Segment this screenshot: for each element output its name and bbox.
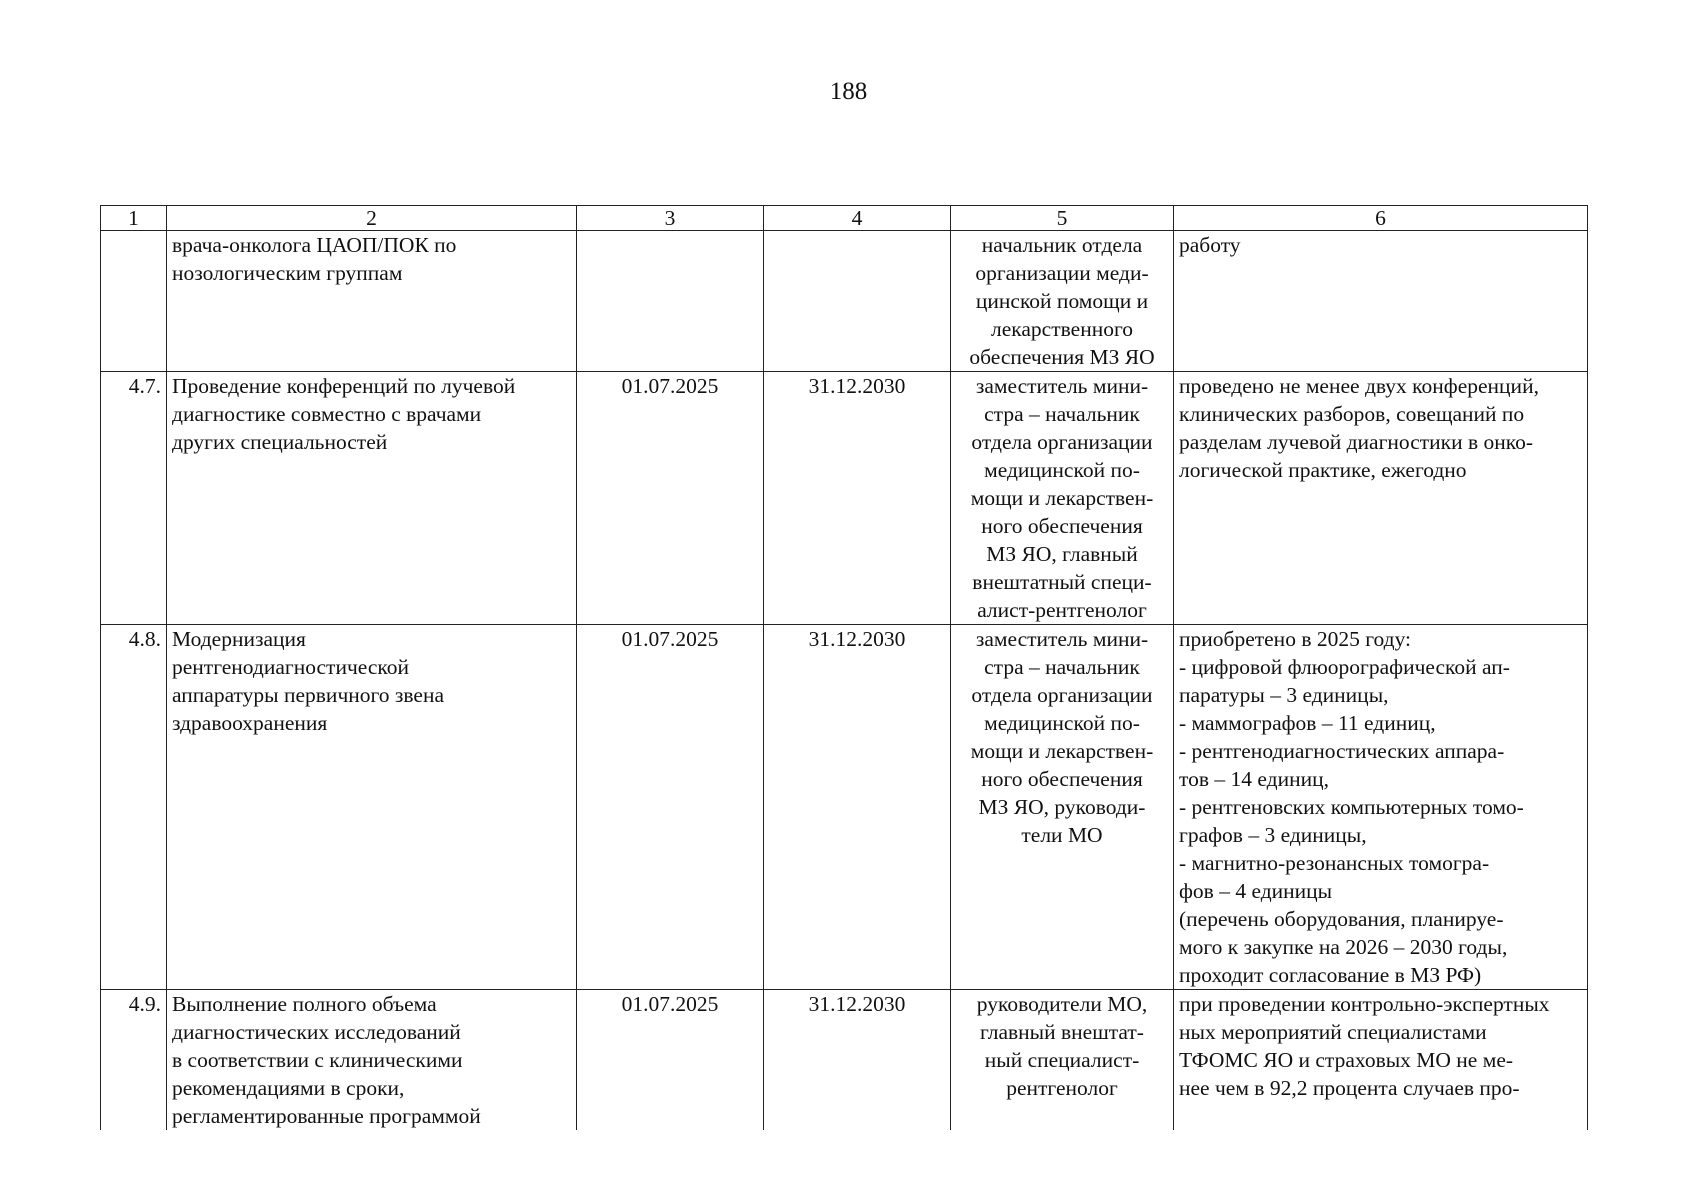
result-line: тов – 14 единиц, <box>1179 767 1329 791</box>
activity-line: рекомендациями в сроки, <box>172 1076 405 1100</box>
result-line: работу <box>1179 233 1241 257</box>
result-line: нее чем в 92,2 процента случаев про- <box>1179 1076 1520 1100</box>
result-line: - рентгенодиагностических аппара- <box>1179 739 1505 763</box>
column-header: 2 <box>167 206 577 231</box>
activity-cell <box>167 231 577 372</box>
activity-cell <box>167 625 577 990</box>
end-date: 31.12.2030 <box>764 990 951 1131</box>
activity-line: Выполнение полного объема <box>172 992 437 1016</box>
column-header: 4 <box>764 206 951 231</box>
activity-line: регламентированные программой <box>172 1104 481 1128</box>
result-line: разделам лучевой диагностики в онко- <box>1179 430 1534 454</box>
end-date <box>764 231 951 372</box>
responsible-line: МЗ ЯО, главный <box>986 542 1138 566</box>
activity-line: Модернизация <box>172 627 306 651</box>
table-row <box>101 372 1588 625</box>
column-header: 3 <box>577 206 764 231</box>
responsible-line: стра – начальник <box>984 655 1140 679</box>
activity-line: рентгенодиагностической <box>172 655 409 679</box>
activity-line: аппаратуры первичного звена <box>172 683 445 707</box>
activity-line: диагностике совместно с врачами <box>172 402 482 426</box>
table-row <box>101 625 1588 990</box>
result-line: фов – 4 единицы <box>1179 879 1333 903</box>
activity-line: Проведение конференций по лучевой <box>172 374 516 398</box>
responsible-cell <box>951 990 1174 1131</box>
responsible-line: ный специалист- <box>984 1048 1140 1072</box>
row-number <box>101 231 167 372</box>
responsible-line: заместитель мини- <box>975 374 1149 398</box>
responsible-line: главный внештат- <box>980 1020 1144 1044</box>
responsible-line: цинской помощи и <box>975 289 1149 313</box>
result-line: ТФОМС ЯО и страховых МО не ме- <box>1179 1048 1514 1072</box>
responsible-line: медицинской по- <box>984 458 1140 482</box>
responsible-line: начальник отдела <box>981 233 1143 257</box>
result-line: проведено не менее двух конференций, <box>1179 374 1539 398</box>
activity-line: других специальностей <box>172 430 388 454</box>
responsible-line: руководители МО, <box>976 992 1148 1016</box>
plan-table <box>100 205 1588 1130</box>
responsible-cell <box>951 625 1174 990</box>
start-date: 01.07.2025 <box>577 625 764 990</box>
result-cell <box>1174 372 1588 625</box>
start-date: 01.07.2025 <box>577 372 764 625</box>
activity-line: диагностических исследований <box>172 1020 461 1044</box>
column-header: 5 <box>951 206 1174 231</box>
responsible-line: мощи и лекарствен- <box>970 486 1154 510</box>
result-cell <box>1174 625 1588 990</box>
responsible-line: медицинской по- <box>984 711 1140 735</box>
column-header: 6 <box>1174 206 1588 231</box>
responsible-line: мощи и лекарствен- <box>970 739 1154 763</box>
responsible-line: обеспечения МЗ ЯО <box>969 345 1155 369</box>
column-header: 1 <box>101 206 167 231</box>
result-line: (перечень оборудования, планируе- <box>1179 907 1504 931</box>
table-row <box>101 990 1588 1131</box>
table-row <box>101 231 1588 372</box>
result-line: логической практике, ежегодно <box>1179 458 1467 482</box>
responsible-line: алист-рентгенолог <box>977 598 1147 622</box>
activity-line: нозологическим группам <box>172 261 403 285</box>
responsible-cell <box>951 231 1174 372</box>
responsible-line: организации меди- <box>975 261 1149 285</box>
responsible-line: отдела организации <box>971 430 1153 454</box>
start-date <box>577 231 764 372</box>
responsible-line: рентгенолог <box>1006 1076 1118 1100</box>
activity-line: здравоохранения <box>172 711 328 735</box>
end-date: 31.12.2030 <box>764 372 951 625</box>
responsible-line: внештатный специ- <box>972 570 1152 594</box>
row-number: 4.7. <box>101 372 167 625</box>
responsible-line: отдела организации <box>971 683 1153 707</box>
responsible-line: заместитель мини- <box>975 627 1149 651</box>
responsible-line: тели МО <box>1021 823 1103 847</box>
responsible-line: стра – начальник <box>984 402 1140 426</box>
end-date: 31.12.2030 <box>764 625 951 990</box>
responsible-cell <box>951 372 1174 625</box>
result-cell <box>1174 231 1588 372</box>
result-line: - рентгеновских компьютерных томо- <box>1179 795 1524 819</box>
result-cell <box>1174 990 1588 1131</box>
result-line: клинических разборов, совещаний по <box>1179 402 1525 426</box>
result-line: паратуры – 3 единицы, <box>1179 683 1389 707</box>
table-header-row <box>101 206 1588 231</box>
result-line: графов – 3 единицы, <box>1179 823 1367 847</box>
result-line: мого к закупке на 2026 – 2030 годы, <box>1179 935 1508 959</box>
result-line: - магнитно-резонансных томогра- <box>1179 851 1490 875</box>
row-number: 4.8. <box>101 625 167 990</box>
start-date: 01.07.2025 <box>577 990 764 1131</box>
result-line: проходит согласование в МЗ РФ) <box>1179 963 1482 987</box>
result-line: при проведении контрольно-экспертных <box>1179 992 1550 1016</box>
activity-line: врача-онколога ЦАОП/ПОК по <box>172 233 457 257</box>
activity-cell <box>167 990 577 1131</box>
responsible-line: ного обеспечения <box>981 514 1143 538</box>
responsible-line: ного обеспечения <box>981 767 1143 791</box>
result-line: - маммографов – 11 единиц, <box>1179 711 1436 735</box>
page-number: 188 <box>829 78 868 105</box>
responsible-line: МЗ ЯО, руководи- <box>978 795 1146 819</box>
activity-cell <box>167 372 577 625</box>
result-line: приобретено в 2025 году: <box>1179 627 1412 651</box>
row-number: 4.9. <box>101 990 167 1131</box>
result-line: - цифровой флюорографической ап- <box>1179 655 1510 679</box>
responsible-line: лекарственного <box>991 317 1133 341</box>
activity-line: в соответствии с клиническими <box>172 1048 463 1072</box>
result-line: ных мероприятий специалистами <box>1179 1020 1487 1044</box>
